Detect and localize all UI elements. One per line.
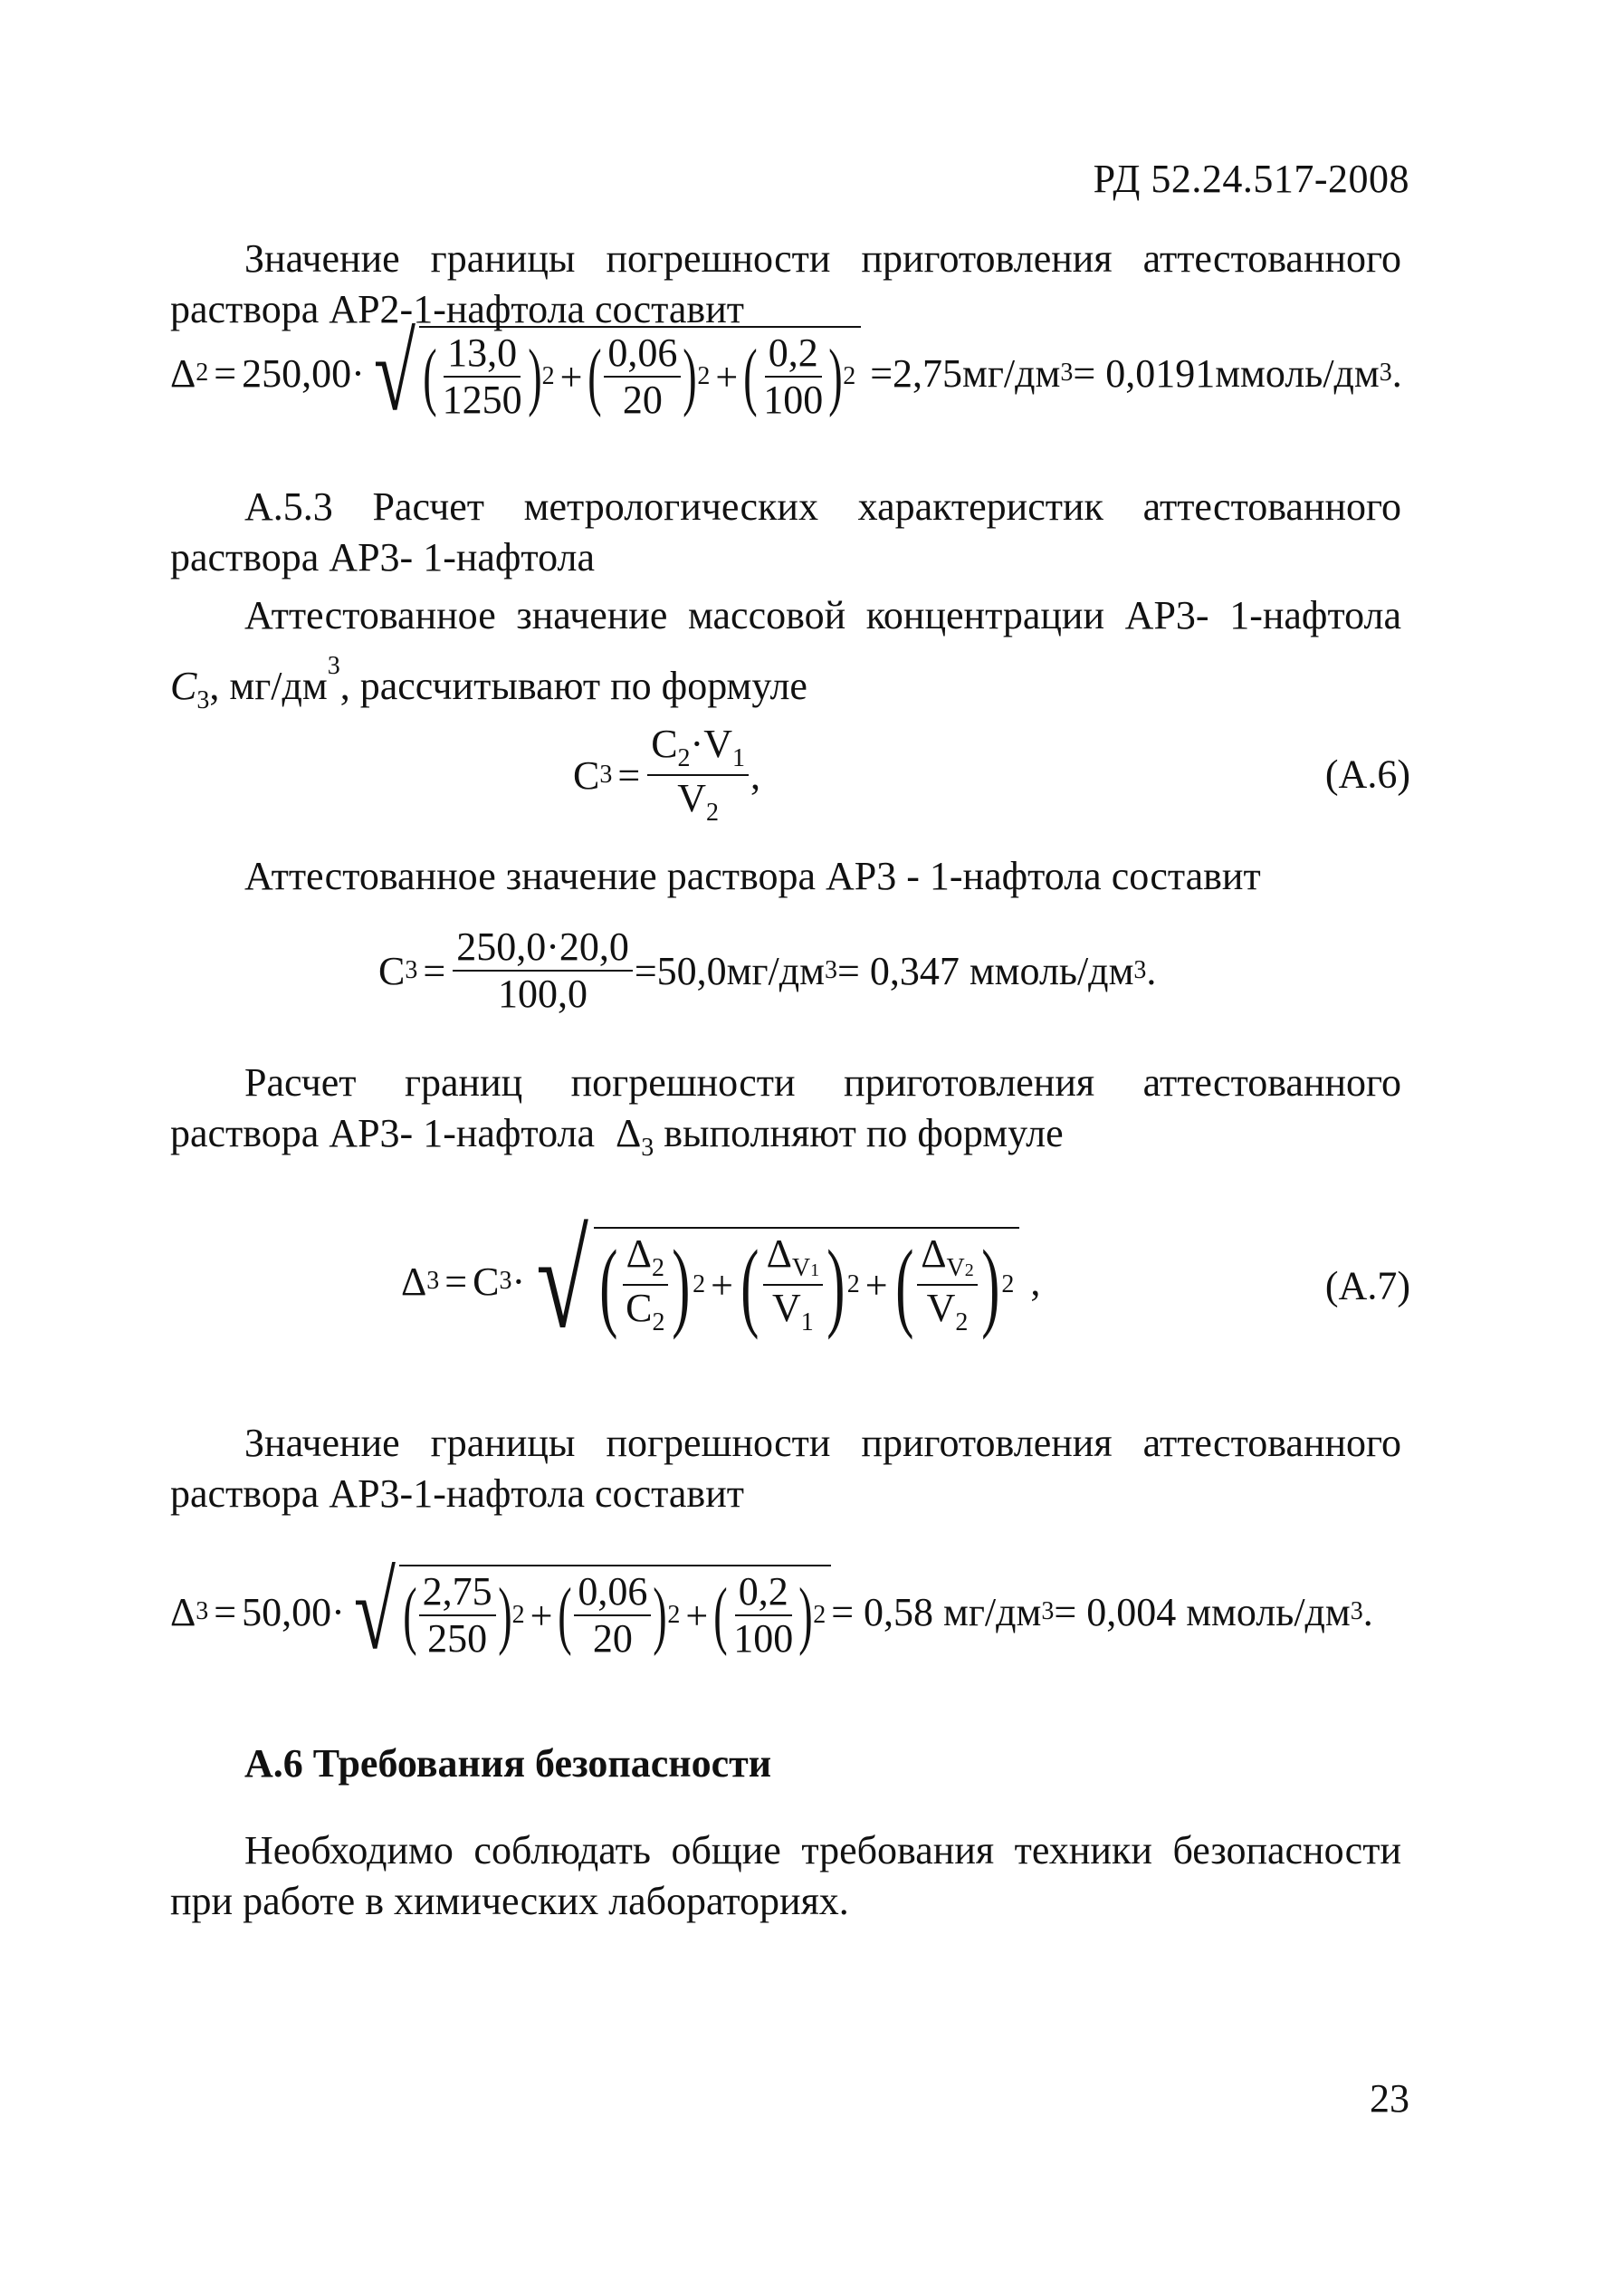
formula-c3-value: C 3 = $\frac{250,0\cdot 20,0}{100,0}$ =50,0мг/дм 3 = 0,347 ммоль/дм 3 . xyxy=(378,924,1157,1016)
formula-delta2: Δ 2 = 250,00· √ ( $\frac{13,0}{1250}$ ) 2 + ( $\frac{0,06}{20}$ ) 2 + ( $\frac{0,2}{100}$ ) 2 =2,75мг/дм 3 = 0,0191ммоль/дм 3 . xyxy=(170,312,1402,433)
square-root: √ ( $\frac{\Delta_2}{C_2}$ ) 2 + ( $\frac{\Delta_{V1}}{V_1}$ ) 2 + ( $\frac{\Delta_{V2}}{V_2}$ ) 2 xyxy=(525,1213,1019,1349)
paragraph-delta3-intro: Расчет границ погрешности приготовления аттестованного раствора АР3- 1-нафтола $\Delta_3$ выполняют по формуле xyxy=(170,1060,1401,1162)
square-root: √ ( $\frac{13,0}{1250}$ ) 2 + ( $\frac{0,06}{20}$ ) 2 + ( $\frac{0,2}{100}$ ) 2 xyxy=(365,319,861,427)
equation-number-a7: (А.7) xyxy=(1324,1263,1410,1308)
paragraph-ap3-value-intro: Аттестованное значение раствора АР3 - 1-нафтола составит xyxy=(244,854,1261,898)
paragraph-safety: Необходимо соблюдать общие требования техники безопасности при работе в химических лабораториях. xyxy=(170,1828,1401,1923)
paragraph-c3-definition: Аттестованное значение массовой концентрации АР3- 1-нафтола $C_3$, $мг/дм^3$, рассчитывают по формуле xyxy=(170,593,1401,714)
section-a53-text: А.5.3 Расчет метрологических характеристик аттестованного раствора АР3- 1-нафтола xyxy=(170,484,1401,579)
square-root: √ ( $\frac{2,75}{250}$ ) 2 + ( $\frac{0,06}{20}$ ) 2 + ( $\frac{0,2}{100}$ ) 2 xyxy=(345,1557,831,1666)
formula-a7: Δ 3 = C 3 · √ ( $\frac{\Delta_2}{C_2}$ ) 2 + ( $\frac{\Delta_{V1}}{V_1}$ ) 2 + ( $\frac{\Delta_{V2}}{V_2}$ ) 2 , (А.7) xyxy=(401,1206,1410,1356)
section-a6-heading: А.6 Требования безопасности xyxy=(244,1741,772,1786)
document-code: РД 52.24.517-2008 xyxy=(1093,157,1409,201)
equation-number-a6: (А.6) xyxy=(1324,752,1410,797)
formula-a6: C 3 = $\frac{C_2\cdot V_1}{V_2}$ , (А.6) xyxy=(573,722,1410,827)
paragraph-ap2-error-intro: Значение границы погрешности приготовления аттестованного раствора АР2-1-нафтола составит xyxy=(170,236,1401,331)
formula-delta3-value: Δ 3 = 50,00· √ ( $\frac{2,75}{250}$ ) 2 + ( $\frac{0,06}{20}$ ) 2 + ( $\frac{0,2}{100}$ ) 2 = 0,58 мг/дм 3 = 0,004 ммоль/дм 3 . xyxy=(170,1551,1373,1671)
paragraph-ap3-error-intro: Значение границы погрешности приготовления аттестованного раствора АР3-1-нафтола составит xyxy=(170,1421,1401,1516)
page-number: 23 xyxy=(1370,2076,1409,2121)
